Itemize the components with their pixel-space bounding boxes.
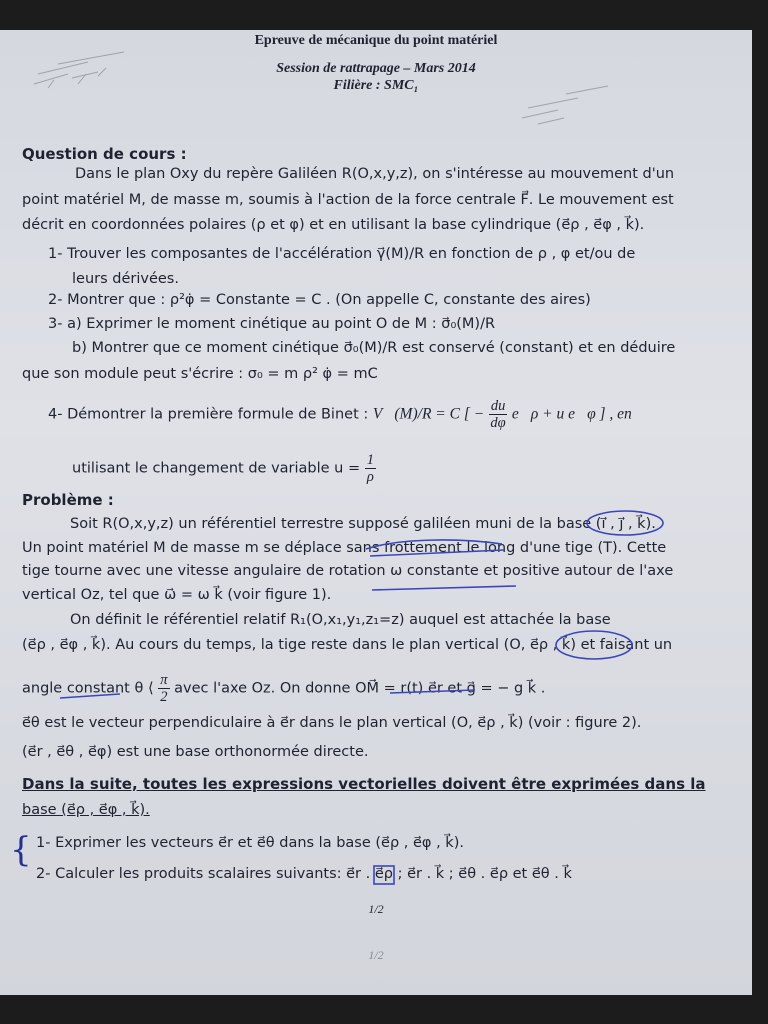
cours-q4-lead: 4- Démontrer la première formule de Binet : (48, 406, 369, 423)
handwritten-brace-mark: { (10, 830, 32, 870)
probleme-line-3: tige tourne avec une vitesse angulaire de rotation ω constante et positive autour de l'axe (22, 563, 674, 579)
probleme-heading: Problème : (22, 491, 114, 509)
cours-intro-line-2: point matériel M, de masse m, soumis à l'action de la force centrale F⃗. Le mouvement est (22, 192, 674, 208)
exam-filiere: Filière : SMC₁ (333, 78, 419, 93)
cours-intro-line-3: décrit en coordonnées polaires (ρ et φ) et en utilisant la base cylindrique (e⃗ρ , e⃗φ , k⃗). (22, 217, 645, 233)
probleme-line-7-a: angle constant θ ⟨ (22, 680, 154, 697)
probleme-line-2: Un point matériel M de masse m se déplace sans frottement le long d'une tige (T). Cette (22, 540, 667, 556)
page-number-bleed: 1/2 (368, 948, 384, 962)
binet-formula-end: e⃗ρ + u e⃗φ ] , en (511, 405, 632, 423)
probleme-q2: 2- Calculer les produits scalaires suivants: e⃗r . e⃗ρ ; e⃗r . k⃗ ; e⃗θ . e⃗ρ et e⃗θ . k⃗ (36, 866, 572, 882)
cours-q3b-line-2: que son module peut s'écrire : σ₀ = m ρ² φ̇ = mC (22, 366, 378, 382)
cours-heading: Question de cours : (22, 145, 187, 163)
probleme-line-5: On définit le référentiel relatif R₁(O,x₁,y₁,z₁=z) auquel est attachée la base (70, 612, 611, 628)
cours-intro-line-1: Dans le plan Oxy du repère Galiléen R(O,x,y,z), on s'intéresse au mouvement d'un (75, 166, 675, 182)
page-number: 1/2 (368, 902, 384, 916)
cours-q2: 2- Montrer que : ρ²φ̇ = Constante = C . (On appelle C, constante des aires) (48, 292, 591, 308)
binet-fraction-den: dφ (490, 415, 506, 431)
probleme-line-1: Soit R(O,x,y,z) un référentiel terrestre supposé galiléen muni de la base (i⃗ , j⃗ , k⃗). (70, 516, 656, 532)
ink-annotations (0, 30, 752, 995)
cours-q3b-line-1: b) Montrer que ce moment cinétique σ⃗₀(M)/R est conservé (constant) et en déduire (72, 340, 676, 356)
probleme-line-4: vertical Oz, tel que ω⃗ = ω k⃗ (voir figure 1). (22, 587, 332, 603)
exam-session: Session de rattrapage – Mars 2014 (276, 61, 476, 76)
angle-fraction-num: π (160, 672, 168, 688)
probleme-note-line-2: base (e⃗ρ , e⃗φ , k⃗). (22, 802, 150, 818)
cours-q1-line-2: leurs dérivées. (72, 271, 179, 287)
binet-formula: V⃗(M)/R = C [ − (372, 405, 485, 423)
cours-q1-line-1: 1- Trouver les composantes de l'accélération γ⃗(M)/R en fonction de ρ , φ et/ou de (48, 246, 636, 262)
cours-q3a: 3- a) Exprimer le moment cinétique au point O de M : σ⃗₀(M)/R (48, 316, 496, 332)
probleme-line-7-b: avec l'axe Oz. On donne OM⃗ = r(t) e⃗r et g⃗ = − g k⃗ . (174, 680, 546, 697)
binet-fraction-num: du (490, 398, 506, 414)
cours-q4-change-text: utilisant le changement de variable u = (72, 460, 361, 477)
exam-title: Epreuve de mécanique du point matériel (254, 33, 498, 48)
probleme-line-9: (e⃗r , e⃗θ , e⃗φ) est une base orthonormée directe. (22, 744, 369, 760)
change-fraction-den: ρ (366, 469, 374, 485)
probleme-line-8: e⃗θ est le vecteur perpendiculaire à e⃗r dans le plan vertical (O, e⃗ρ , k⃗) (voir : figure 2). (22, 715, 642, 731)
probleme-q1: 1- Exprimer les vecteurs e⃗r et e⃗θ dans la base (e⃗ρ , e⃗φ , k⃗). (36, 835, 464, 851)
exam-page (0, 30, 752, 995)
angle-fraction-den: 2 (160, 689, 168, 705)
probleme-note-line-1: Dans la suite, toutes les expressions vectorielles doivent être exprimées dans la (22, 775, 706, 793)
probleme-line-6: (e⃗ρ , e⃗φ , k⃗). Au cours du temps, la tige reste dans le plan vertical (O, e⃗ρ , k⃗) et faisant un (22, 637, 673, 653)
change-fraction-num: 1 (366, 452, 374, 468)
